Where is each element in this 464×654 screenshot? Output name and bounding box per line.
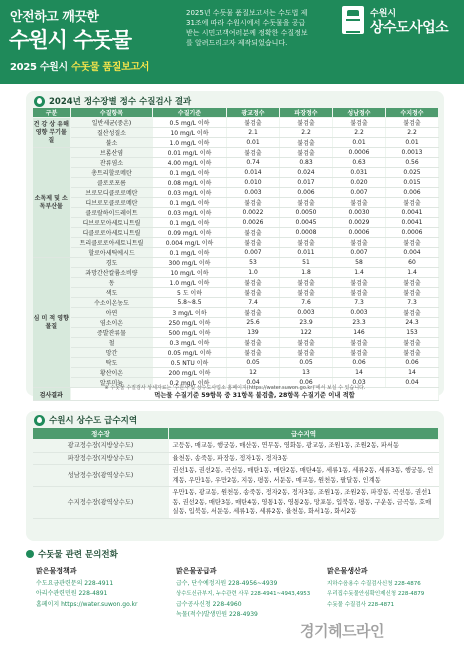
value-cell: 불검출 xyxy=(386,118,439,128)
value-cell: 불검출 xyxy=(227,148,280,158)
value-cell: 0.003 xyxy=(280,308,333,318)
contact-dept: 맑은물생산과 xyxy=(327,567,368,575)
standard-cell: 0.1 mg/L 이하 xyxy=(153,248,227,258)
value-cell: 53 xyxy=(227,258,280,268)
table-row xyxy=(33,148,439,158)
homepage-link[interactable]: 홈페이지 https://water.suwon.go.kr xyxy=(36,600,138,608)
category-cell: 심 미 적 영향물질 xyxy=(33,258,71,388)
value-cell: 0.007 xyxy=(333,188,386,198)
contact-line: 아리수관련민원 228-4891 xyxy=(36,590,108,597)
area-cell: 우만1동, 광교동, 원천동, 송죽동, 정자2동, 정자3동, 조원1동, 조원2동, 파장동, 곡선동, 권선1동, 권선2동, 매탄3동, 매탄4동, 영통1동, 영통2동, 망포동, 입북동, 평동, 구운동, 금곡동, 호매실동, 입북동, 서둔동, 세류1동, 세류2동, 율천동, 화서1동, 화서2동 xyxy=(169,487,439,519)
table-row xyxy=(33,138,439,148)
supply-section-title: 수원시 상수도 급수지역 xyxy=(34,414,137,426)
table-row xyxy=(33,368,439,378)
quality-note: ※ 수돗물 수질검사 상세자료는 '수원시 및 상수도사업소 홈페이지(https://water.suwon.go.kr)'에서 보실 수 있습니다. xyxy=(104,385,366,391)
item-cell: 탁도 xyxy=(71,358,153,368)
value-cell: 23.3 xyxy=(333,318,386,328)
table-row xyxy=(33,288,439,298)
table-row xyxy=(33,208,439,218)
standard-cell: 5.8~8.5 xyxy=(153,298,227,308)
plant-cell: 성남정수장(광역상수도) xyxy=(33,465,169,487)
quality-col-header: 광교정수 xyxy=(227,108,280,118)
item-cell: 색도 xyxy=(71,288,153,298)
contact-column xyxy=(176,566,326,621)
standard-cell: 10 mg/L 이하 xyxy=(153,128,227,138)
table-row xyxy=(33,440,439,453)
value-cell: 0.024 xyxy=(280,168,333,178)
standard-cell: 0.03 mg/L 이하 xyxy=(153,188,227,198)
item-cell: 질산성질소 xyxy=(71,128,153,138)
value-cell: 0.0030 xyxy=(333,208,386,218)
standard-cell: 0.1 mg/L 이하 xyxy=(153,198,227,208)
table-row xyxy=(33,218,439,228)
item-cell: 철 xyxy=(71,338,153,348)
value-cell: 불검출 xyxy=(386,238,439,248)
supply-col-plant: 정수장 xyxy=(33,428,169,440)
value-cell: 불검출 xyxy=(386,348,439,358)
quality-table-header xyxy=(33,108,439,118)
supply-panel xyxy=(26,411,444,541)
value-cell: 0.06 xyxy=(280,378,333,388)
item-cell: 과망간산칼륨소비량 xyxy=(71,268,153,278)
table-row xyxy=(33,258,439,268)
value-cell: 0.83 xyxy=(280,158,333,168)
value-cell: 2.1 xyxy=(227,128,280,138)
value-cell: 0.05 xyxy=(280,358,333,368)
standard-cell: 200 mg/L 이하 xyxy=(153,368,227,378)
value-cell: 14 xyxy=(386,368,439,378)
standard-cell: 0.1 mg/L 이하 xyxy=(153,168,227,178)
quality-section-title: 2024년 정수장별 정수 수질검사 결과 xyxy=(34,95,191,107)
quality-table xyxy=(32,107,439,401)
value-cell: 146 xyxy=(333,328,386,338)
contact-line: 급수, 단수예정지원 228-4956~4939 xyxy=(176,579,278,587)
contact-column xyxy=(36,566,186,610)
value-cell: 23.9 xyxy=(280,318,333,328)
standard-cell: 0.09 mg/L 이하 xyxy=(153,228,227,238)
value-cell: 불검출 xyxy=(280,198,333,208)
value-cell: 12 xyxy=(227,368,280,378)
report-prefix: 2025 수원시 xyxy=(10,62,68,73)
org-name-small: 수원시 xyxy=(370,9,397,19)
value-cell: 불검출 xyxy=(386,278,439,288)
value-cell: 0.015 xyxy=(386,178,439,188)
value-cell: 7.4 xyxy=(227,298,280,308)
table-row xyxy=(33,128,439,138)
quality-col-header: 파장정수 xyxy=(280,108,333,118)
item-cell: 동 xyxy=(71,278,153,288)
value-cell: 0.011 xyxy=(280,248,333,258)
standard-cell: 0.03 mg/L 이하 xyxy=(153,208,227,218)
contact-line: 수도요금관련문의 228-4911 xyxy=(36,579,114,587)
value-cell: 1.4 xyxy=(386,268,439,278)
quality-col-header: 수질항목 xyxy=(71,108,153,118)
contact-line: 우리집수돗물안심확인제신청 228-4879 xyxy=(327,591,425,597)
value-cell: 불검출 xyxy=(227,288,280,298)
item-cell: 디브로모아세토니트릴 xyxy=(71,218,153,228)
standard-cell: 0.5 mg/L 이하 xyxy=(153,118,227,128)
value-cell: 0.04 xyxy=(386,378,439,388)
watermark: 경기헤드라인 xyxy=(300,622,384,640)
value-cell: 2.2 xyxy=(333,128,386,138)
standard-cell: 300 mg/L 이하 xyxy=(153,258,227,268)
value-cell: 불검출 xyxy=(280,338,333,348)
plant-cell: 수지정수장(광역상수도) xyxy=(33,487,169,519)
contact-line: 녹물(적수)발생민원 228-4939 xyxy=(176,611,258,618)
contact-section-title: 수돗물 관련 문의전화 xyxy=(26,548,118,560)
item-cell: 트리클로로아세토니트릴 xyxy=(71,238,153,248)
table-row xyxy=(33,178,439,188)
value-cell: 60 xyxy=(386,258,439,268)
standard-cell: 1.0 mg/L 이하 xyxy=(153,278,227,288)
value-cell: 0.74 xyxy=(227,158,280,168)
value-cell: 불검출 xyxy=(280,278,333,288)
area-cell: 권선1동, 권선2동, 곡선동, 매탄1동, 매탄2동, 매탄4동, 세류1동, 세류2동, 세류3동, 행궁동, 인계동, 우만1동, 우만2동, 지동, 평동, 서둔동, 매교동, 원천동, 팔달동, 인계동 xyxy=(169,465,439,487)
report-highlight: 수돗물 품질보고서 xyxy=(71,62,150,73)
header-subtitle: 안전하고 깨끗한 xyxy=(10,10,99,25)
value-cell: 불검출 xyxy=(386,288,439,298)
table-row xyxy=(33,268,439,278)
value-cell: 24.3 xyxy=(386,318,439,328)
standard-cell: 0.01 mg/L 이하 xyxy=(153,148,227,158)
value-cell: 0.63 xyxy=(333,158,386,168)
standard-cell: 0.05 mg/L 이하 xyxy=(153,348,227,358)
category-cell: 소독제 및 소독부산물 xyxy=(33,148,71,258)
value-cell: 0.017 xyxy=(280,178,333,188)
contact-line: 상수도신규부지, 누수관련 사무 228-4941~4943,4953 xyxy=(176,591,311,597)
value-cell: 0.0041 xyxy=(386,208,439,218)
value-cell: 불검출 xyxy=(333,288,386,298)
item-cell: 염소이온 xyxy=(71,318,153,328)
area-cell: 율천동, 송죽동, 파장동, 정자1동, 정자3동 xyxy=(169,452,439,465)
contact-line: 급수공사신청 228-4960 xyxy=(176,600,242,608)
item-cell: 할로아세틱에시드 xyxy=(71,248,153,258)
table-row xyxy=(33,348,439,358)
value-cell: 0.025 xyxy=(386,168,439,178)
value-cell: 0.007 xyxy=(227,248,280,258)
value-cell: 불검출 xyxy=(280,288,333,298)
intro-text: 2025년 수돗물 품질보고서는 수도법 제31조에 따라 수원시에서 수돗물을 공급받는 시민고객여러분께 정확한 수질정보를 알려드리고자 제작되었습니다. xyxy=(186,9,308,47)
value-cell: 1.8 xyxy=(280,268,333,278)
item-cell: 알루미늄 xyxy=(71,378,153,388)
value-cell: 0.006 xyxy=(386,188,439,198)
table-row xyxy=(33,318,439,328)
value-cell: 7.6 xyxy=(280,298,333,308)
item-cell: 디클로로아세토니트릴 xyxy=(71,228,153,238)
value-cell: 0.031 xyxy=(333,168,386,178)
value-cell: 14 xyxy=(333,368,386,378)
table-row xyxy=(33,465,439,487)
standard-cell: 0.5 NTU 이하 xyxy=(153,358,227,368)
value-cell: 153 xyxy=(386,328,439,338)
value-cell: 0.0006 xyxy=(333,228,386,238)
value-cell: 불검출 xyxy=(280,348,333,358)
value-cell: 0.0006 xyxy=(333,148,386,158)
value-cell: 2.2 xyxy=(280,128,333,138)
table-row xyxy=(33,308,439,318)
value-cell: 불검출 xyxy=(227,308,280,318)
table-row xyxy=(33,228,439,238)
value-cell: 0.0013 xyxy=(386,148,439,158)
table-row xyxy=(33,338,439,348)
report-name xyxy=(10,58,149,73)
value-cell: 0.0029 xyxy=(333,218,386,228)
item-cell: 수소이온농도 xyxy=(71,298,153,308)
result-text: 먹는물 수질기준 59항목 중 31항목 불검출, 28항목 수질기준 이내 적합 xyxy=(71,388,439,401)
value-cell: 1.4 xyxy=(333,268,386,278)
item-cell: 클로로포름 xyxy=(71,178,153,188)
plant-cell: 광교정수장(지방상수도) xyxy=(33,440,169,453)
result-label: 검사결과 xyxy=(33,388,71,401)
standard-cell: 250 mg/L 이하 xyxy=(153,318,227,328)
value-cell: 불검출 xyxy=(386,338,439,348)
water-drop-icon xyxy=(34,96,45,107)
value-cell: 0.020 xyxy=(333,178,386,188)
value-cell: 0.01 xyxy=(333,138,386,148)
value-cell: 0.0045 xyxy=(280,218,333,228)
value-cell: 13 xyxy=(280,368,333,378)
value-cell: 0.0006 xyxy=(386,228,439,238)
contact-dept: 맑은물공급과 xyxy=(176,567,217,575)
item-cell: 망간 xyxy=(71,348,153,358)
table-row xyxy=(33,168,439,178)
standard-cell: 0.1 mg/L 이하 xyxy=(153,218,227,228)
value-cell: 0.56 xyxy=(386,158,439,168)
item-cell: 증발잔류물 xyxy=(71,328,153,338)
item-cell: 경도 xyxy=(71,258,153,268)
item-cell: 불소 xyxy=(71,138,153,148)
value-cell: 25.6 xyxy=(227,318,280,328)
item-cell: 디브로모클로로메탄 xyxy=(71,198,153,208)
bullet-icon xyxy=(26,550,34,558)
supply-table-header xyxy=(33,428,439,440)
supply-table xyxy=(32,427,439,519)
value-cell: 불검출 xyxy=(386,198,439,208)
plant-cell: 파장정수장(지방상수도) xyxy=(33,452,169,465)
table-row xyxy=(33,487,439,519)
table-row xyxy=(33,452,439,465)
value-cell: 0.0026 xyxy=(227,218,280,228)
standard-cell: 3 mg/L 이하 xyxy=(153,308,227,318)
value-cell: 0.003 xyxy=(333,308,386,318)
value-cell: 0.0050 xyxy=(280,208,333,218)
table-row xyxy=(33,328,439,338)
item-cell: 잔류염소 xyxy=(71,158,153,168)
value-cell: 0.06 xyxy=(333,358,386,368)
table-row xyxy=(33,298,439,308)
value-cell: 0.0041 xyxy=(386,218,439,228)
item-cell: 일반세균(중온) xyxy=(71,118,153,128)
value-cell: 불검출 xyxy=(227,338,280,348)
value-cell: 2.2 xyxy=(386,128,439,138)
standard-cell: 1.0 mg/L 이하 xyxy=(153,138,227,148)
value-cell: 불검출 xyxy=(333,198,386,208)
item-cell: 클로랄하이드레이트 xyxy=(71,208,153,218)
value-cell: 1.0 xyxy=(227,268,280,278)
header-title: 수원시 수돗물 xyxy=(9,28,132,52)
item-cell: 브롬산염 xyxy=(71,148,153,158)
value-cell: 0.007 xyxy=(333,248,386,258)
supply-col-area: 급수지역 xyxy=(169,428,439,440)
table-row xyxy=(33,248,439,258)
org-name-big: 상수도사업소 xyxy=(370,20,449,36)
item-cell: 아연 xyxy=(71,308,153,318)
value-cell: 0.004 xyxy=(386,248,439,258)
table-row xyxy=(33,118,439,128)
value-cell: 0.01 xyxy=(386,138,439,148)
value-cell: 0.0008 xyxy=(280,228,333,238)
value-cell: 불검출 xyxy=(227,348,280,358)
value-cell: 7.3 xyxy=(333,298,386,308)
page-header xyxy=(0,0,464,84)
value-cell: 122 xyxy=(280,328,333,338)
table-row xyxy=(33,158,439,168)
value-cell: 불검출 xyxy=(227,228,280,238)
quality-panel xyxy=(26,91,444,399)
table-row xyxy=(33,198,439,208)
value-cell: 불검출 xyxy=(227,118,280,128)
quality-col-header: 구분 xyxy=(33,108,71,118)
table-row xyxy=(33,358,439,368)
value-cell: 7.3 xyxy=(386,298,439,308)
quality-col-header: 성남정수 xyxy=(333,108,386,118)
item-cell: 브로모디클로로메탄 xyxy=(71,188,153,198)
standard-cell: 0.004 mg/L 이하 xyxy=(153,238,227,248)
value-cell: 불검출 xyxy=(227,198,280,208)
value-cell: 0.05 xyxy=(227,358,280,368)
value-cell: 불검출 xyxy=(227,278,280,288)
standard-cell: 500 mg/L 이하 xyxy=(153,328,227,338)
value-cell: 불검출 xyxy=(333,338,386,348)
value-cell: 58 xyxy=(333,258,386,268)
value-cell: 불검출 xyxy=(333,118,386,128)
contact-line: 지하수음용수 수질검사신청 228-4876 xyxy=(327,580,421,587)
quality-col-header: 수질기준 xyxy=(153,108,227,118)
standard-cell: 0.3 mg/L 이하 xyxy=(153,338,227,348)
value-cell: 139 xyxy=(227,328,280,338)
value-cell: 0.003 xyxy=(227,188,280,198)
value-cell: 0.03 xyxy=(333,378,386,388)
value-cell: 불검출 xyxy=(280,118,333,128)
value-cell: 0.014 xyxy=(227,168,280,178)
value-cell: 불검출 xyxy=(280,138,333,148)
table-row xyxy=(33,188,439,198)
contact-dept: 맑은물정책과 xyxy=(36,567,77,575)
standard-cell: 0.2 mg/L 이하 xyxy=(153,378,227,388)
contact-column xyxy=(327,566,457,610)
item-cell: 총트리할로메탄 xyxy=(71,168,153,178)
value-cell: 불검출 xyxy=(280,148,333,158)
value-cell: 0.0022 xyxy=(227,208,280,218)
table-row xyxy=(33,238,439,248)
category-cell: 건 강 상 유해영향 무기물질 xyxy=(33,118,71,148)
contact-line: 수돗물 수질검사 228-4871 xyxy=(327,601,395,608)
item-cell: 황산이온 xyxy=(71,368,153,378)
water-drop-icon xyxy=(34,415,45,426)
area-cell: 고등동, 매교동, 행궁동, 매산동, 연무동, 영화동, 광교동, 조원1동, 조원2동, 파서동 xyxy=(169,440,439,453)
value-cell: 51 xyxy=(280,258,333,268)
standard-cell: 10 mg/L 이하 xyxy=(153,268,227,278)
quality-col-header: 수지정수 xyxy=(386,108,439,118)
standard-cell: 0.08 mg/L 이하 xyxy=(153,178,227,188)
table-row xyxy=(33,278,439,288)
value-cell: 불검출 xyxy=(386,308,439,318)
value-cell: 0.06 xyxy=(386,358,439,368)
value-cell: 불검출 xyxy=(333,238,386,248)
value-cell: 0.04 xyxy=(227,378,280,388)
value-cell: 불검출 xyxy=(333,278,386,288)
standard-cell: 5 도 이하 xyxy=(153,288,227,298)
value-cell: 불검출 xyxy=(333,348,386,358)
water-drop-logo-icon xyxy=(342,6,364,34)
value-cell: 불검출 xyxy=(227,238,280,248)
value-cell: 불검출 xyxy=(280,238,333,248)
standard-cell: 4.00 mg/L 이하 xyxy=(153,158,227,168)
value-cell: 0.006 xyxy=(280,188,333,198)
value-cell: 0.01 xyxy=(227,138,280,148)
value-cell: 0.010 xyxy=(227,178,280,188)
